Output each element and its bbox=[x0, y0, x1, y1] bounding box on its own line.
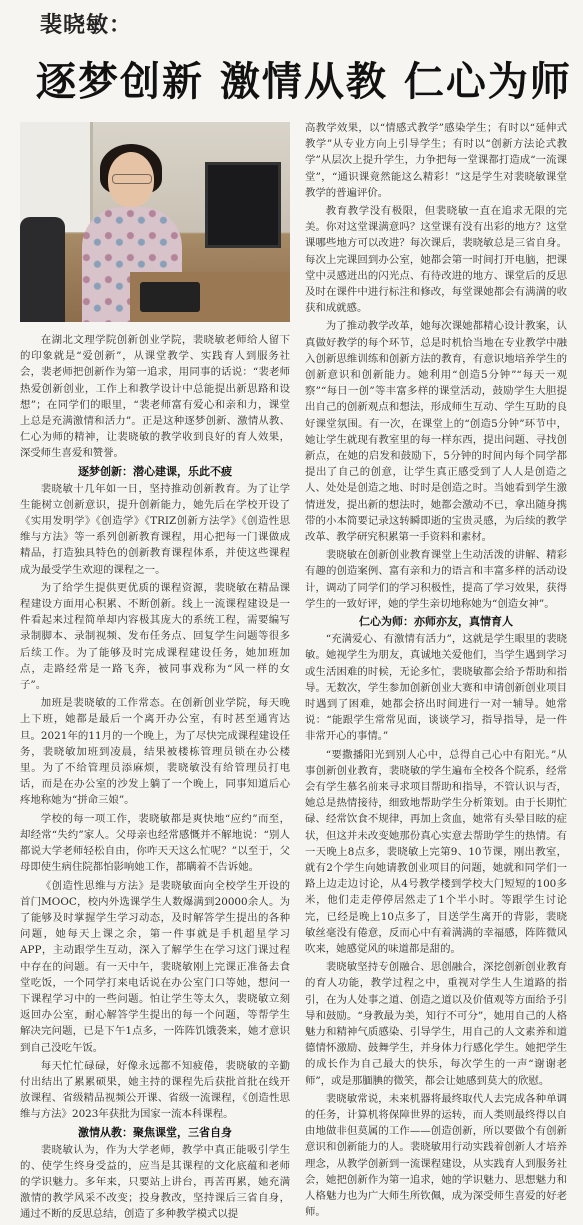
section-heading: 激情从教：聚焦课堂，三省自身 bbox=[78, 1125, 232, 1139]
section-heading: 仁心为师：亦师亦友，真情育人 bbox=[359, 615, 513, 629]
paragraph: “充满爱心、有激情有活力”，这就是学生眼里的裴晓敏。她视学生为朋友，真诚地关爱他们，当学生遇到学习或生活困难的时候，无论多忙，裴晓敏都会给予帮助和指导。无数次，学生参加创新创业大赛和申请创新创业项目时遇到了困难，她都会挤出时间进行一对一辅导。她常说：“能跟学生常常见面，谈谈学习，指导指导，是一件非常开心的事情。” bbox=[305, 633, 567, 743]
paragraph: 在湖北文理学院创新创业学院，裴晓敏老师给人留下的印象就是“爱创新”，从课堂教学、实践育人到服务社会，裴老师把创新作为第一追求，用同事的话说：“裴老师热爱创新创业，工作上和教学设计中总能提出新思路和设想”；在同学们的眼里，“裴老师富有爱心和亲和力，课堂上总是充满激情和活力”。正是这种逐梦创新、激情从教、仁心为师的精神，让裴晓敏的教学收到良好的育人效果，深受师生喜爱和赞誉。 bbox=[20, 334, 290, 460]
left-column bbox=[20, 332, 290, 1225]
paragraph: 裴晓敏十几年如一日，坚持推动创新教育。为了让学生能树立创新意识，提升创新能力，她先后在学校开设了《实用发明学》《创造学》《TRIZ创新方法学》《创造性思维与方法》等一系列创新教育课程，用心把每一门课做成精品，打造独具特色的创新教育课程体系，并使这些课程成为最受学生欢迎的课程之一。 bbox=[20, 482, 290, 576]
headline: 逐梦创新 激情从教 仁心为师 bbox=[36, 59, 572, 105]
article-header bbox=[0, 0, 583, 122]
paragraph: 教育教学没有极限，但裴晓敏一直在追求无限的完美。你对这堂课满意吗？这堂课有没有出彩的地方？这堂课哪些地方可以改进？每次课后，裴晓敏总是三省自身。每次上完课回到办公室，她都会第一时间打开电脑，把课堂中灵感迸出的闪光点、有待改进的地方、课堂后的反思及时在课件中进行标注和修改，每堂课她都会有满满的收获和成就感。 bbox=[305, 205, 567, 315]
paragraph: 高教学效果，以“情感式教学”感染学生；有时以“延伸式教学”从专业方向上引导学生；有时以“创新方法论式教学”从层次上提升学生，力争把每一堂课都打造成“一流课堂”，“通识课竟然能这么精彩！”这是学生对裴晓敏课堂教学的普遍评价。 bbox=[305, 122, 567, 199]
right-column bbox=[305, 120, 567, 1222]
section-heading: 逐梦创新：潜心建课，乐此不疲 bbox=[78, 464, 232, 478]
paragraph: 学校的每一项工作，裴晓敏都是爽快地“应约”而至，却经常“失约”家人。父母亲也经常感慨并不解地说：“别人都说大学老师轻松自由，你咋天天这么忙呢？”以至于，父母即使生病住院都怕影响她工作，都瞒着不告诉她。 bbox=[20, 812, 290, 874]
paragraph: 裴晓敏坚持专创融合、思创融合，深挖创新创业教育的育人功能，教学过程之中，重视对学生人生道路的指引，在为人处事之道、创造之道以及价值观等方面给予引导和鼓励。“身教最为美，知行不可分”，她用自己的人格魅力和精神气质感染、引导学生，用自己的人文素养和道德情怀激励、鼓舞学生，并身体力行感化学生。她把学生的成长作为自己最大的快乐，每次学生的一声“谢谢老师”，或是那腼腆的微笑，都会让她感到莫大的欣慰。 bbox=[305, 961, 567, 1087]
paragraph: 裴晓敏认为，作为大学老师，教学中真正能吸引学生的、使学生终身受益的，应当是其课程的文化底蕴和老师的学识魅力。多年来，只要站上讲台，再苦再累，她充满激情的教学风采不改变；投身教改，坚持课后三省自身，通过不断的反思总结，创造了多种教学模式以提 bbox=[20, 1143, 290, 1221]
paragraph: 《创造性思维与方法》是裴晓敏面向全校学生开设的首门MOOC，校内外选课学生人数爆满到20000余人。为了能够及时掌握学生学习动态，及时解答学生提出的各种问题，她每天上课之余，第一件事就是手机超星学习APP，主动跟学生互动，深入了解学生在学习这门课过程中存在的问题。有一天中午，裴晓敏刚上完课正准备去食堂吃饭，一个同学打来电话说在办公室门口等她，想问一下课程学习中的一些问题。怕让学生等太久，裴晓敏立刻返回办公室，耐心解答学生提出的每一个问题，等帮学生解决完问题，已是下午1点多，一阵阵饥饿袭来，她才意识到自己没吃午饭。 bbox=[20, 879, 290, 1054]
paragraph: 每天忙忙碌碌，好像永远都不知疲倦，裴晓敏的辛勤付出结出了累累硕果，她主持的课程先后获批首批在线开放课程、省级精品视频公开课、省级一流课程，《创造性思维与方法》2023年获批为国家一流本科课程。 bbox=[20, 1059, 290, 1121]
paragraph: “要撒播阳光到别人心中，总得自己心中有阳光。”从事创新创业教育，裴晓敏的学生遍布全校各个院系，经常会有学生慕名前来寻求项目帮助和指导，不管认识与否，她总是热情接待，细致地帮助学生分析策划。由于长期忙碌、经常饮食不规律，再加上贪血，她常有头晕目眩的症状，但这并未改变她那份真心实意去帮助学生的热情。有一天晚上8点多，裴晓敏上完第9、10节课，刚出教室，就有2个学生向她请教创业项目的问题，她就和同学们一路上边走边讨论，从4号教学楼到学校大门短短的100多米，他们走走停停居然走了1个半小时。等跟学生讨论完，已经是晚上10点多了，目送学生离开的背影，裴晓敏丝毫没有倦意，反而心中有着满满的幸福感，阵阵微风吹来，她感觉风的味道都是甜的。 bbox=[305, 748, 567, 955]
paragraph: 为了给学生提供更优质的课程资源，裴晓敏在精品课程建设方面用心积累、不断创新。线上一流课程建设是一件看起来过程简单却内容极其庞大的系统工程，需要编写录制脚本、录制视频、发布任务点、回复学生问题等很多后续工作。为了能够及时完成课程建设任务，她加班加点，走路经常是一路飞奔，被同事戏称为“风一样的女子”。 bbox=[20, 581, 290, 692]
byline-name: 裴晓敏： bbox=[40, 13, 133, 38]
paragraph: 为了推动教学改革，她每次课她都精心设计教案，认真做好教学的每个环节，总是时机恰当地在专业教学中融入创新思维训练和创新方法的教育，有意识地培养学生的创新意识和创新能力。她利用“创造5分钟”“每天一观察”“每日一创”等丰富多样的课堂活动，鼓励学生大胆提出自己的创新观点和想法，形成师生互动、学生互助的良好课堂氛围。有一次，在课堂上的“创造5分钟”环节中，她让学生就现有教室里的每一样东西，提出问题、寻找创新点，在她的启发和鼓励下，5分钟的时间内每个同学都提出了自己的创意，让学生真正感受到了人人是创造之人、处处是创造之地、时时是创造之时。当她看到学生激情迸发，提出新的想法时，她都会激动不已，拿出随身携带的小本简要记录这转瞬即逝的宝贵灵感，为后续的教学改革、教学研究积累第一手资料和素材。 bbox=[305, 320, 567, 544]
portrait-photo bbox=[20, 122, 290, 322]
paragraph: 加班是裴晓敏的工作常态。在创新创业学院，每天晚上下班，她都是最后一个离开办公室，有时甚至通宵达旦。2021年的11月的一个晚上，为了尽快完成课程建设任务，裴晓敏加班到凌晨，结果被楼栋管理员锁在办公楼里。为了不给管理员添麻烦，裴晓敏没有给管理员打电话，而是在办公室的沙发上躺了一个晚上，同事知道后心疼地称她为“拼命三娘”。 bbox=[20, 697, 290, 807]
paragraph: 裴晓敏常说，未来机器将最终取代人去完成各种单调的任务，计算机将保障世界的运转，而人类则最终得以自由地做非但莫属的工作——创造创新，所以要做个有创新意识和创新能力的人。裴晓敏用行动实践着创新人才培养理念，从教学创新到一流课程建设，从实践育人到服务社会，她把创新作为第一追求，她的学识魅力、思想魅力和人格魅力也为广大师生所钦佩，成为深受师生喜爱的好老师。 bbox=[305, 1092, 567, 1219]
paragraph: 裴晓敏在创新创业教育课堂上生动活泼的讲解、精彩有趣的创造案例、富有亲和力的语言和丰富多样的活动设计，调动了同学们的学习积极性，提高了学习效果，获得学生的一致好评，她的学生亲切地称她为“创造女神”。 bbox=[305, 549, 567, 610]
